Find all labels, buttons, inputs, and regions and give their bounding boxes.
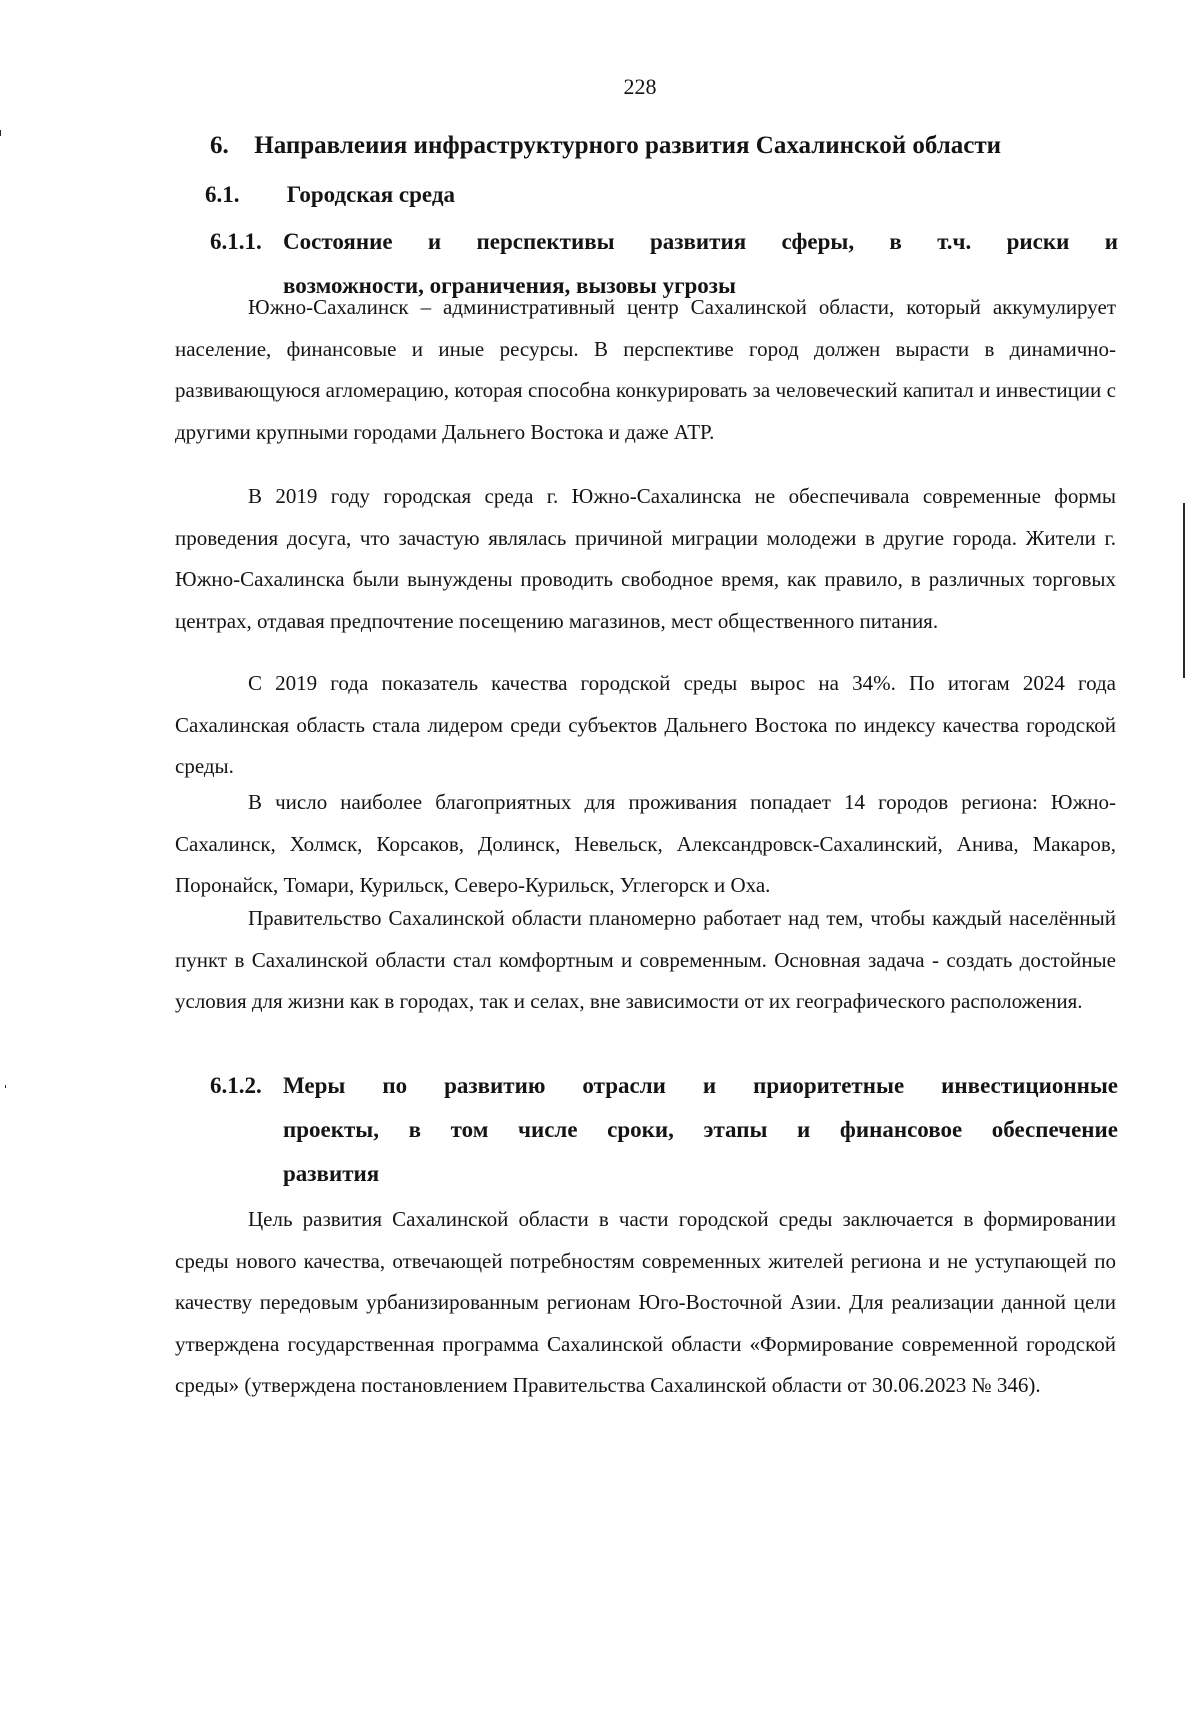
section-number: 6. bbox=[210, 132, 229, 159]
paragraph: Южно-Сахалинск – административный центр Сахалинской области, который аккумулирует население, финансовые и иные ресурсы. В перспективе город должен вырасти в динамично-развивающуюся агломерацию, которая способна конкурировать за человеческий капитал и инвестиции с другими крупными городами Дальнего Востока и даже АТР. bbox=[175, 295, 1116, 444]
subsubsection-number-2: 6.1.2. bbox=[210, 1073, 262, 1098]
section-title: Направлеиия инфраструктурного развития Сахалинской области bbox=[254, 132, 1002, 159]
scan-speck bbox=[0, 130, 1, 136]
scan-margin-line bbox=[1183, 503, 1185, 678]
subsubsection-title-2-line2: проекты, в том числе сроки, этапы и финансовое обеспечение bbox=[283, 1117, 1118, 1142]
subsubsection-title-2-line1: Меры по развитию отрасли и приоритетные инвестиционные bbox=[283, 1073, 1118, 1098]
paragraph: Правительство Сахалинской области планомерно работает над тем, чтобы каждый населённый пункт в Сахалинской области стал комфортным и современным. Основная задача - создать достойные условия для жизни как в городах, так и селах, вне зависимости от их географического расположения. bbox=[175, 906, 1116, 1013]
scan-speck bbox=[5, 1085, 6, 1088]
paragraph: С 2019 года показатель качества городской среды вырос на 34%. По итогам 2024 года Сахалинская область стала лидером среди субъектов Дальнего Востока по индексу качества городской среды. bbox=[175, 671, 1116, 778]
page-number: 228 bbox=[623, 74, 657, 99]
subsubsection-title-1-line2: возможности, ограничения, вызовы угрозы bbox=[283, 273, 737, 298]
subsection-title: Городская среда bbox=[286, 182, 455, 207]
subsubsection-heading-2 bbox=[210, 1064, 1118, 1196]
paragraph: В число наиболее благоприятных для проживания попадает 14 городов региона: Южно-Сахалинск, Холмск, Корсаков, Долинск, Невельск, Александровск-Сахалинский, Анива, Макаров, Поронайск, Томари, Курильск, Северо-Курильск, Углегорск и Оха. bbox=[175, 790, 1116, 897]
subsubsection-title-2-line3: развития bbox=[283, 1161, 380, 1186]
subsection-number: 6.1. bbox=[205, 182, 240, 207]
paragraph: Цель развития Сахалинской области в части городской среды заключается в формировании среды нового качества, отвечающей потребностям современных жителей региона и не уступающей по качеству передовым урбанизированным регионам Юго-Восточной Азии. Для реализации данной цели утверждена государственная программа Сахалинской области «Формирование современной городской среды» (утверждена постановлением Правительства Сахалинской области от 30.06.2023 № 346). bbox=[175, 1207, 1116, 1397]
section-heading bbox=[210, 130, 1110, 162]
subsection-heading bbox=[205, 180, 455, 210]
subsubsection-number-1: 6.1.1. bbox=[210, 229, 262, 254]
paragraph: В 2019 году городская среда г. Южно-Сахалинска не обеспечивала современные формы проведения досуга, что зачастую являлась причиной миграции молодежи в другие города. Жители г. Южно-Сахалинска были вынуждены проводить свободное время, как правило, в различных торговых центрах, отдавая предпочтение посещению магазинов, мест общественного питания. bbox=[175, 484, 1116, 633]
subsubsection-title-1-line1: Состояние и перспективы развития сферы, в т.ч. риски и bbox=[283, 229, 1118, 254]
